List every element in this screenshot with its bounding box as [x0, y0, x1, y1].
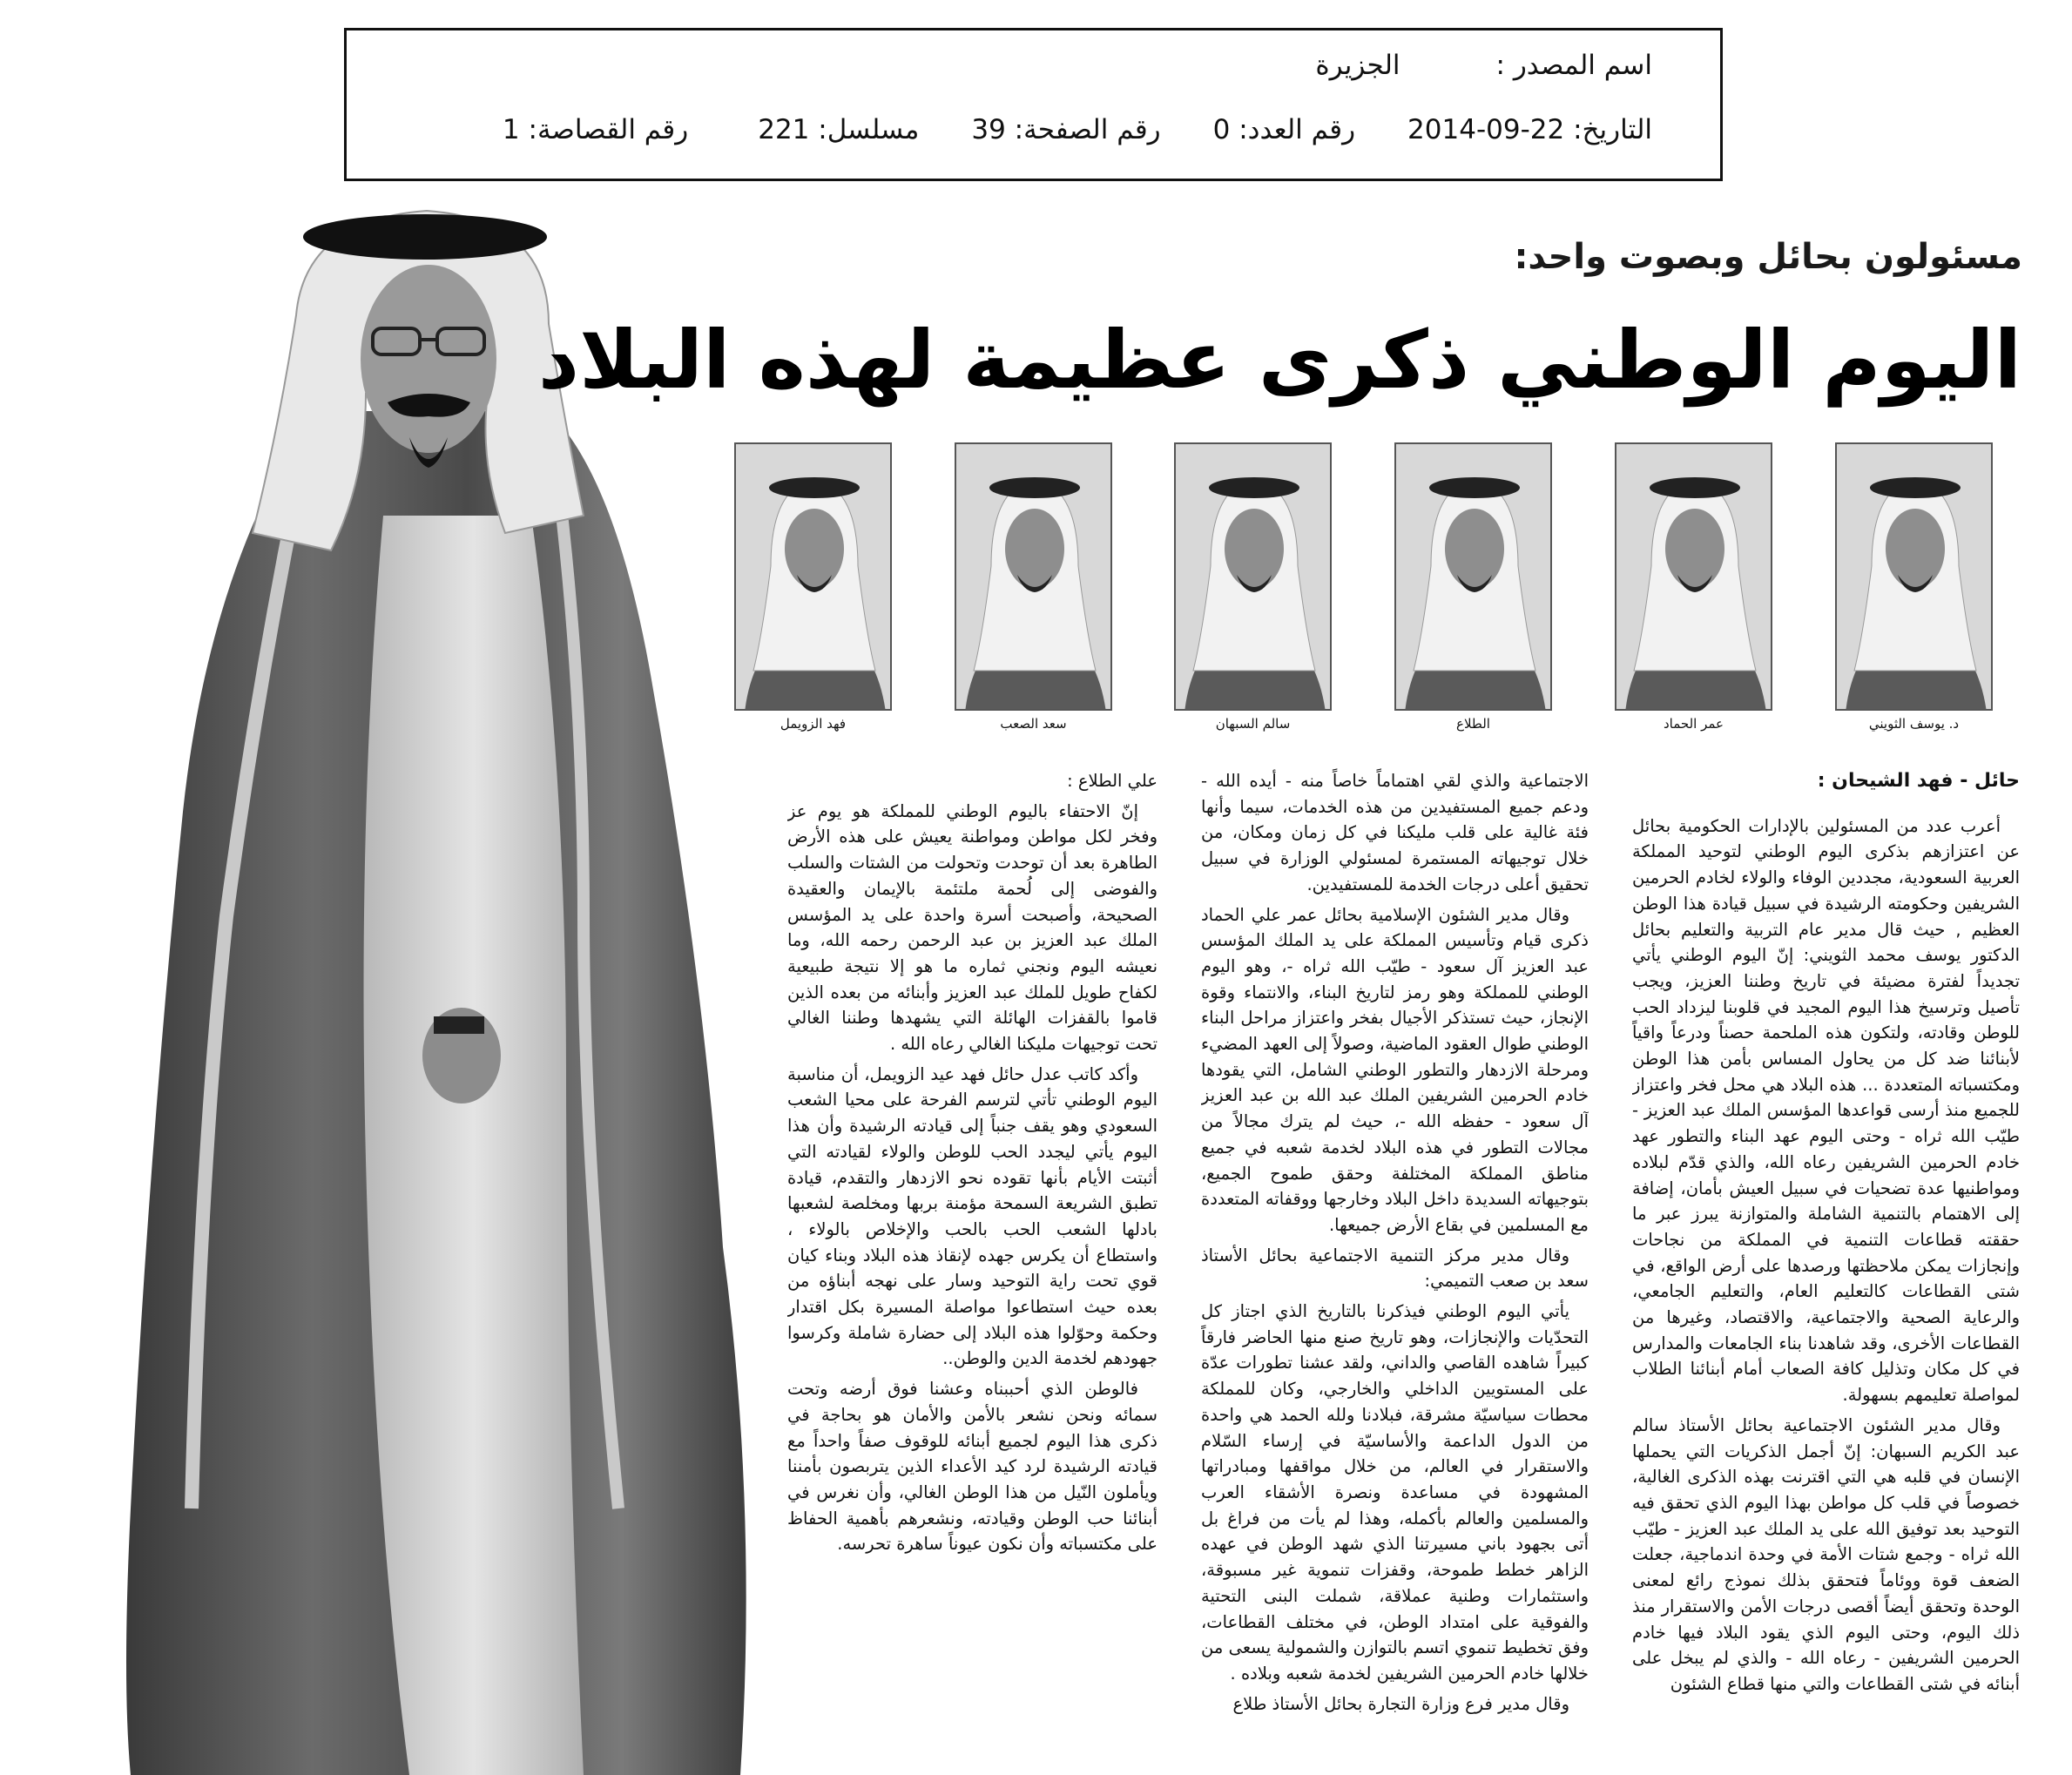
portrait-photo [1394, 442, 1552, 711]
portrait-photo [1615, 442, 1772, 711]
column-3-paragraph: علي الطلاع : [1067, 771, 1157, 791]
column-3-paragraph: إنّ الاحتفاء باليوم الوطني للمملكة هو يوم عز وفخر لكل مواطن ومواطنة يعيش على هذه الأرض الطاهرة بعد أن توحدت وتحولت من الشتات والسلب والفوضى إلى لُحمة ملتئمة بالإيمان والعقيدة الصحيحة، وأصبحت أسرة واحدة على يد المؤسس الملك عبد العزيز بن عبد الرحمن رحمه الله، وما نعيشه اليوم ونجني ثماره ما هو إلا نتيجة طبيعية لكفاح طويل للملك عبد العزيز وأبنائه من بعده الذين قاموا بالقفزات الهائلة التي يشهدها وطننا الغالي تحت توجيهات مليكنا الغالي رعاه الله . [787, 800, 1157, 1055]
column-3-paragraph: وأكد كاتب عدل حائل فهد عيد الزويمل، أن مناسبة اليوم الوطني تأتي لترسم الفرحة على محيا الشعب السعودي وهو يقف جنباً إلى قيادته الرشيدة وأن هذا اليوم يأتي ليجدد الحب للوطن والولاء لقيادته التي أثبتت الأيام بأنها تقوده نحو الازدهار والتقدم، قيادة تطبق الشريعة السمحة مؤمنة بربها ومخلصة لشعبها بادلها الشعب الحب بالحب والإخلاص بالولاء ، واستطاع أن يكرس جهده لإنقاذ هذه البلاد وبناء كيان قوي تحت راية التوحيد وسار على نهجه أبناؤه من بعده حيث استطاعوا مواصلة المسيرة بكل اقتدار وحكمة وحوّلوا هذه البلاد إلى حضارة شاملة وكرسوا جهودهم لخدمة الدين والوطن.. [787, 1063, 1157, 1369]
page-field: رقم الصفحة: 39 [971, 114, 1161, 145]
portrait-caption: الطلاع [1456, 716, 1490, 732]
column-2-paragraph: الاجتماعية والذي لقي اهتماماً خاصاً منه - أيده الله - ودعم جميع المستفيدين من هذه الخدمات، سيما وأنها فئة غالية على قلب مليكنا في كل زمان ومكان، من خلال توجيهاته المستمرة لمسئولي الوزارة في سبيل تحقيق أعلى درجات الخدمة للمستفيدين. [1201, 771, 1589, 894]
column-2-paragraph: وقال مدير فرع وزارة التجارة بحائل الأستاذ طلاع [1232, 1693, 1569, 1714]
portrait-photo [1174, 442, 1332, 711]
column-2-paragraph: وقال مدير مركز التنمية الاجتماعية بحائل الأستاذ سعد بن صعب التميمي: [1201, 1245, 1589, 1292]
column-3-paragraph: فالوطن الذي أحببناه وعشنا فوق أرضه وتحت سمائه ونحن نشعر بالأمن والأمان هو بحاجة في ذكرى هذا اليوم لجميع أبنائه للوقوف صفاً واحداً مع قيادته الرشيدة لرد كيد الأعداء الذين يتربصون بأمننا ويأملون النّيل من هذا الوطن الغالي، وأن نغرس في أبنائنا حب الوطن وقيادته، ونشعرهم بأهمية الحفاظ على مكتسباته وأن نكون عيوناً ساهرة تحرسه. [787, 1379, 1157, 1555]
article-kicker: مسئولون بحائل وبصوت واحد: [1514, 237, 2022, 277]
main-figure-photo [96, 202, 784, 1775]
article-column-2 [1201, 768, 1589, 1770]
clipping-field: رقم القصاصة: 1 [502, 114, 689, 145]
date-field: التاريخ: 22-09-2014 [1407, 114, 1652, 145]
article-column-3 [787, 768, 1157, 1770]
source-row [1315, 50, 1652, 81]
column-2-paragraph: يأتي اليوم الوطني فيذكرنا بالتاريخ الذي اجتاز كل التحدّيات والإنجازات، وهو تاريخ صنع منها الحاضر فارقاً كبيراً شاهده القاصي والداني، ولقد عشنا تطورات عدّة على المستويين الداخلي والخارجي، وكان للمملكة محطات سياسيّة مشرقة، فبلادنا ولله الحمد هي واحدة من الدول الداعمة والأساسيّة في إرساء السّلام والاستقرار في العالم، من خلال مواقفها ومبادراتها المشهودة في مساعدة ونصرة الأشقاء العرب والمسلمين والعالم بأكمله، وهذا لم يأت من فراغ بل أتى بجهود باني مسيرتنا الذي شهد الوطن في عهده الزاهر خطط طموحة، وقفزات تنموية غير مسبوقة، واستثمارات وطنية عملاقة، شملت البنى التحتية والفوقية على امتداد الوطن، في مختلف القطاعات، وفق تخطيط تنموي اتسم بالتوازن والشمولية يسعى من خلالها خادم الحرمين الشريفين لخدمة شعبه وبلاده . [1201, 1301, 1589, 1684]
portrait-photo [955, 442, 1112, 711]
source-info-box [344, 28, 1723, 181]
portrait-photo [1835, 442, 1993, 711]
article-column-1 [1632, 768, 2020, 1770]
portrait-caption: فهد الزويمل [780, 716, 847, 732]
portrait-caption: د. يوسف الثويني [1868, 716, 1960, 732]
serial-field: مسلسل: 221 [758, 114, 920, 145]
portrait-caption: سعد الصعب [1000, 716, 1067, 732]
column-1-paragraph: وقال مدير الشئون الاجتماعية بحائل الأستاذ سالم عبد الكريم السبهان: إنّ أجمل الذكريات التي يحملها الإنسان في قلبه هي التي اقترنت بهذه الذكرى الغالية، خصوصاً في قلب كل مواطن بهذا اليوم الذي تحقق فيه التوحيد بعد توفيق الله على يد الملك عبد العزيز - طيّب الله ثراه - وجمع شتات الأمة في وحدة اندماجية، جعلت الضعف قوة ووئاماً فتحقق بذلك نموذج رائع لمعنى الوحدة وتحقق أيضاً أقصى درجات الأمن والاستقرار منذ ذلك اليوم، وحتى اليوم الذي يقود البلاد فيها خادم الحرمين الشريفين - رعاه الله - والذي لم يبخل على أبنائه في شتى القطاعات والتي منها قطاع الشئون [1632, 1414, 2020, 1694]
issue-field: رقم العدد: 0 [1212, 114, 1356, 145]
article-byline: حائل - فهد الشيحان : [1817, 770, 2020, 792]
source-value: الجزيرة [1315, 50, 1400, 81]
column-2-paragraph: وقال مدير الشئون الإسلامية بحائل عمر علي الحماد ذكرى قيام وتأسيس المملكة على يد الملك المؤسس عبد العزيز آل سعود - طيّب الله ثراه -، وهو اليوم الوطني للمملكة وهو رمز لتاريخ البناء، والانتماء وقوة الإنجاز، حيث تستذكر الأجيال بفخر واعتزاز مراحل البناء الوطني طوال العقود الماضية، وصولاً إلى العهد المضيء ومرحلة الازدهار والتطور الوطني الشامل، التي يقودها خادم الحرمين الشريفين الملك عبد الله بن عبد العزيز آل سعود - حفظه الله -، حيث لم يترك مجالاً من مجالات التطور في هذه البلاد لخدمة شعبه في جميع مناطق المملكة المختلفة وحقق طموح الجميع، بتوجيهاته السديدة داخل البلاد وخارجها ووقفاته المتعددة مع المسلمين في بقاع الأرض جميعها. [1201, 904, 1589, 1235]
article-headline: اليوم الوطني ذكرى عظيمة لهذه البلاد [537, 314, 2021, 407]
portrait-caption: عمر الحماد [1663, 716, 1724, 732]
portrait-caption: سالم السبهان [1215, 716, 1291, 732]
meta-row [503, 114, 1652, 145]
source-label: اسم المصدر : [1495, 50, 1652, 81]
column-1-paragraph: أعرب عدد من المسئولين بالإدارات الحكومية بحائل عن اعتزازهم بذكرى اليوم الوطني لتوحيد المملكة العربية السعودية، مجددين الوفاء والولاء لخادم الحرمين الشريفين وحكومته الرشيدة في سبيل قيادة هذا الوطن العظيم , حيث قال مدير عام التربية والتعليم بحائل الدكتور يوسف محمد الثويني: إنّ اليوم الوطني يأتي تجديداً لفترة مضيئة في تاريخ وطننا العزيز، ويجب تأصيل وترسيخ هذا اليوم المجيد في قلوبنا ليزداد الحب للوطن وقادته، ولتكون هذه الملحمة حصناً ودرعاً واقياً لأبنائنا ضد كل من يحاول المساس بأمن هذا الوطن ومكتسباته المتعددة ... هذه البلاد هي محل فخر واعتزاز للجميع منذ أرسى قواعدها المؤسس الملك عبد العزيز - طيّب الله ثراه - وحتى اليوم عهد البناء والتطور عهد خادم الحرمين الشريفين رعاه الله، والذي قدّم لبلاده ومواطنيها عدة تضحيات في سبيل العيش بأمان، إضافة إلى الاهتمام بالتنمية الشاملة والمتوازنة يبرز عبر ما حققته قطاعات التنمية في المملكة من نجاحات وإنجازات يمكن ملاحظتها ورصدها على أرض الواقع، في شتى القطاعات كالتعليم العام، والتعليم الجامعي، والرعاية الصحية والاجتماعية، والاقتصاد، وغيرها من القطاعات الأخرى، وقد شاهدنا بناء الجامعات والمدارس في كل مكان وتذليل كافة الصعاب أمام أبنائنا الطلاب لمواصلة تعليمهم بسهولة. [1632, 815, 2020, 1406]
portrait-photo [734, 442, 892, 711]
